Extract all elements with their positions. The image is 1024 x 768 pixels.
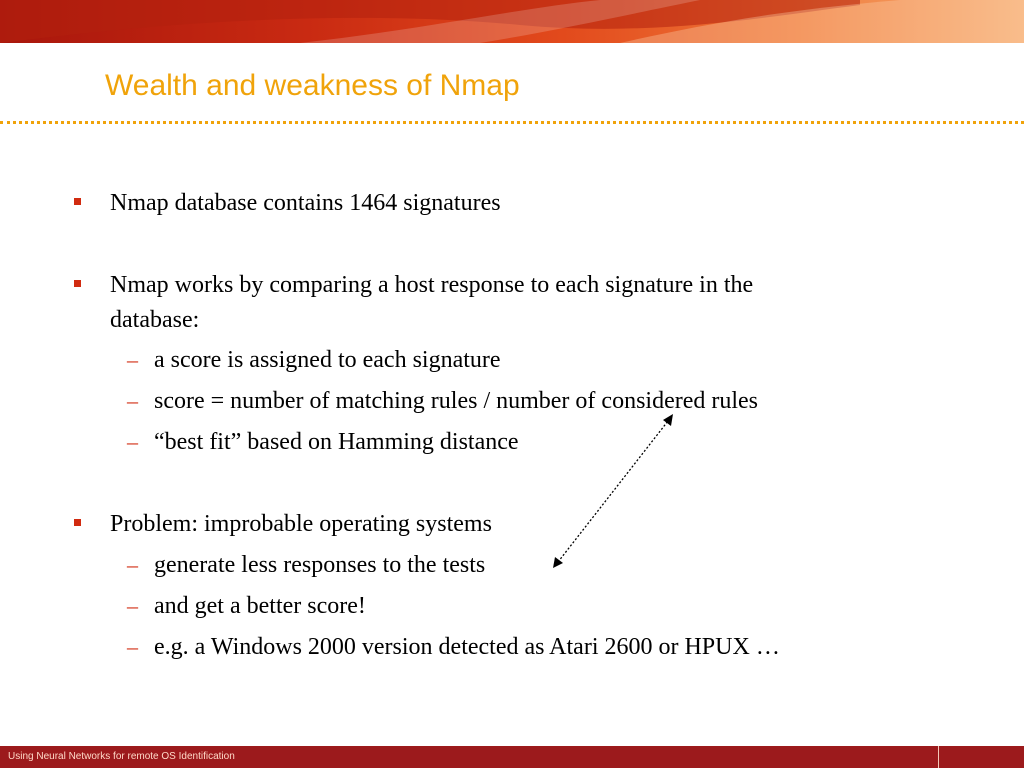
dash-icon: – (127, 429, 138, 454)
footer-text: Using Neural Networks for remote OS Identification (8, 751, 235, 762)
title-divider (0, 121, 1024, 124)
bullet-square-icon (74, 280, 81, 287)
bullet-3-sub-3: e.g. a Windows 2000 version detected as Atari 2600 or HPUX … (154, 634, 780, 660)
bullet-2-text-line1: Nmap works by comparing a host response to each signature in the (110, 272, 754, 298)
bullet-2-sub-1: a score is assigned to each signature (154, 347, 501, 373)
bullet-3-sub-2: and get a better score! (154, 593, 366, 619)
dash-icon: – (127, 388, 138, 413)
header-banner (0, 0, 1024, 43)
bullet-1-text: Nmap database contains 1464 signatures (110, 190, 501, 216)
arrowhead-down-icon (553, 557, 563, 568)
slide-title: Wealth and weakness of Nmap (105, 69, 520, 102)
footer-bar (0, 746, 1024, 768)
dash-icon: – (127, 552, 138, 577)
bullet-3-sub-1: generate less responses to the tests (154, 552, 486, 578)
bullet-2-sub-2: score = number of matching rules / number of considered rules (154, 388, 759, 414)
bullet-2-text-line2: database: (110, 307, 200, 333)
dash-icon: – (127, 634, 138, 659)
dash-icon: – (127, 347, 138, 372)
header-swoosh-graphic (0, 0, 1024, 43)
bullet-square-icon (74, 519, 81, 526)
bullet-square-icon (74, 198, 81, 205)
bullet-3-text: Problem: improbable operating systems (110, 511, 492, 537)
bullet-2-sub-3: “best fit” based on Hamming distance (154, 429, 519, 455)
footer-divider (938, 746, 939, 768)
dash-icon: – (127, 593, 138, 618)
